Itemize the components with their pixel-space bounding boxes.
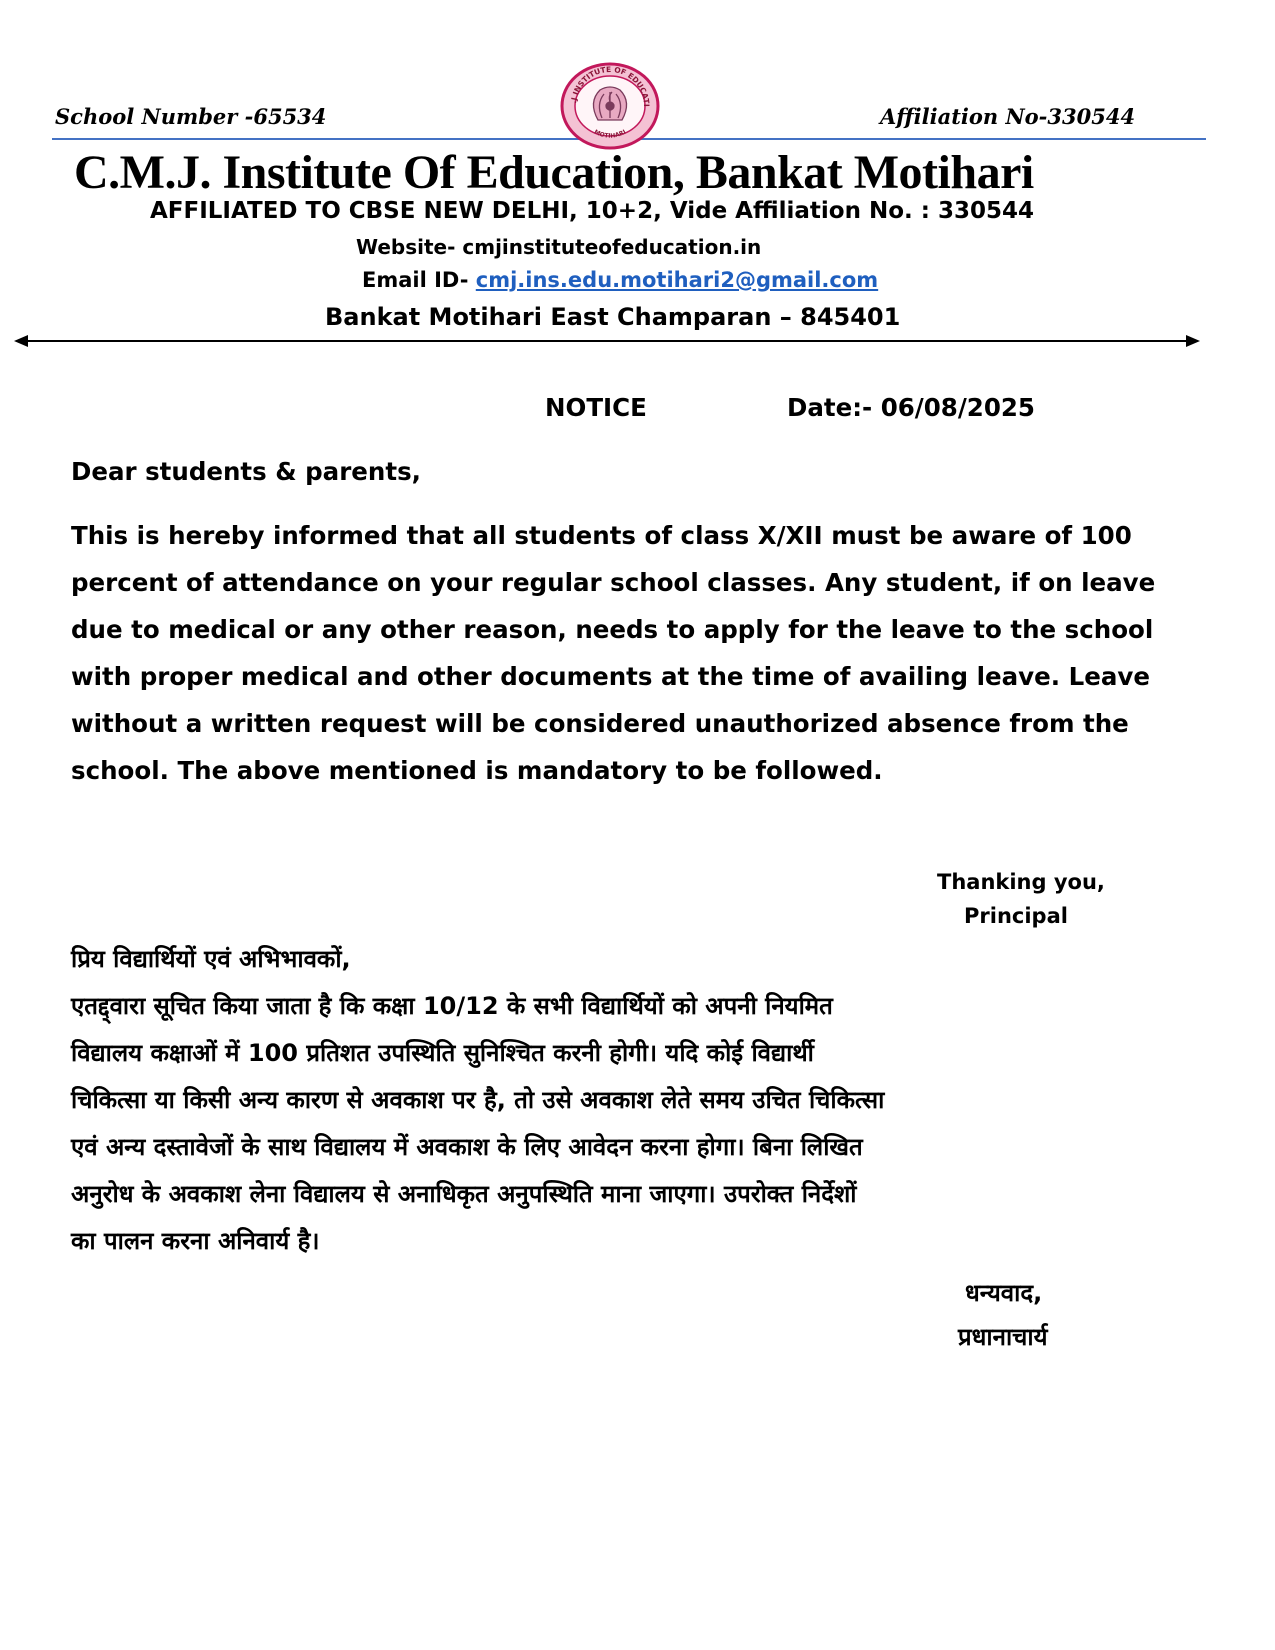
signatory-english: Principal <box>964 904 1068 928</box>
website-line: Website- cmjinstituteofeducation.in <box>356 235 762 259</box>
body-line: अनुरोध के अवकाश लेना विद्यालय से अनाधिकृत अनुपस्थिति माना जाएगा। उपरोक्त निर्देशों <box>71 1180 857 1208</box>
salutation-hindi: प्रिय विद्यार्थियों एवं अभिभावकों, <box>71 945 351 973</box>
signatory-hindi: प्रधानाचार्य <box>958 1323 1048 1351</box>
logo-subtext: MOTIHARI <box>592 128 628 140</box>
body-line: without a written request will be considered unauthorized absence from the <box>71 709 1129 738</box>
institute-name: C.M.J. Institute Of Education, Bankat Motihari <box>74 146 1034 199</box>
email-label: Email ID- <box>362 268 476 292</box>
email-link[interactable]: cmj.ins.edu.motihari2@gmail.com <box>475 268 879 292</box>
body-line: चिकित्सा या किसी अन्य कारण से अवकाश पर है, तो उसे अवकाश लेते समय उचित चिकित्सा <box>71 1086 885 1114</box>
closing-hindi: धन्यवाद, <box>965 1279 1043 1307</box>
school-number: School Number -65534 <box>55 104 327 129</box>
email-line <box>362 268 878 292</box>
affiliation-number: Affiliation No-330544 <box>880 104 1136 129</box>
school-logo <box>558 62 662 150</box>
notice-body-hindi <box>71 936 1211 1265</box>
notice-title: NOTICE <box>545 393 647 422</box>
body-line: एतद्द्वारा सूचित किया जाता है कि कक्षा 10/12 के सभी विद्यार्थियों को अपनी नियमित <box>71 992 833 1020</box>
body-line: with proper medical and other documents at the time of availing leave. Leave <box>71 662 1150 691</box>
body-line: का पालन करना अनिवार्य है। <box>71 1227 320 1255</box>
body-line: due to medical or any other reason, needs to apply for the leave to the school <box>71 615 1154 644</box>
address-line: Bankat Motihari East Champaran – 845401 <box>325 303 901 331</box>
body-line: school. The above mentioned is mandatory to be followed. <box>71 756 883 785</box>
body-line: विद्यालय कक्षाओं में 100 प्रतिशत उपस्थिति सुनिश्चित करनी होगी। यदि कोई विद्यार्थी <box>71 1039 814 1067</box>
salutation-english: Dear students & parents, <box>71 457 421 486</box>
notice-body-english <box>71 512 1201 794</box>
body-line: percent of attendance on your regular school classes. Any student, if on leave <box>71 568 1156 597</box>
affiliation-line: AFFILIATED TO CBSE NEW DELHI, 10+2, Vide Affiliation No. : 330544 <box>150 198 1034 224</box>
closing-english: Thanking you, <box>937 870 1105 894</box>
logo-text: .J INSTITUTE OF EDUCATI <box>569 64 652 107</box>
peacock-emblem-icon <box>593 87 626 120</box>
arrow-divider <box>14 332 1200 350</box>
arrow-right-icon <box>1186 335 1200 347</box>
body-line: एवं अन्य दस्तावेजों के साथ विद्यालय में अवकाश के लिए आवेदन करना होगा। बिना लिखित <box>71 1133 863 1161</box>
arrow-left-icon <box>14 335 28 347</box>
body-line: This is hereby informed that all students of class X/XII must be aware of 100 <box>71 521 1132 550</box>
notice-date: Date:- 06/08/2025 <box>787 393 1035 422</box>
